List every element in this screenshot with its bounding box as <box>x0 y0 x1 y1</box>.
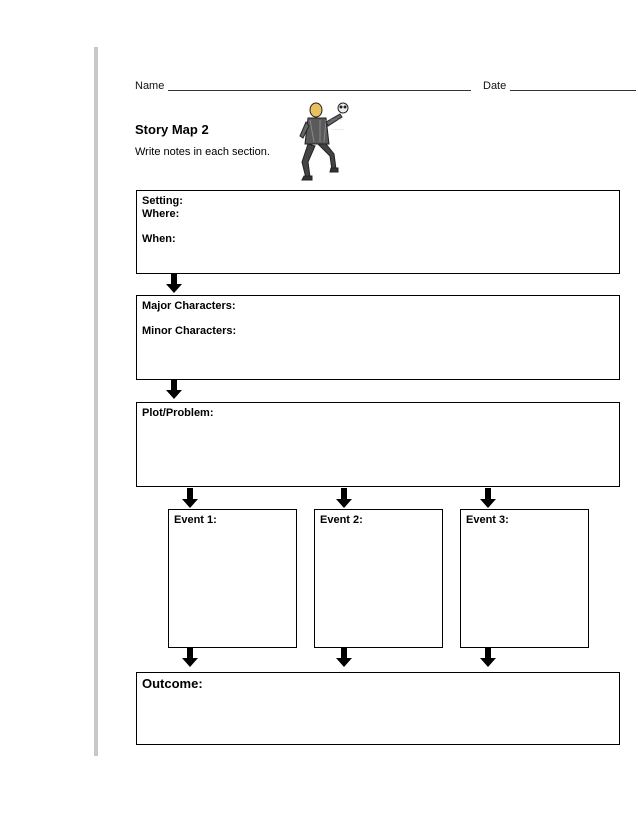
event-3-label: Event 3: <box>466 514 509 526</box>
event-1-box[interactable] <box>168 509 297 648</box>
shakespeare-figure-icon <box>296 98 362 182</box>
svg-text:~~~~~: ~~~~~ <box>330 117 343 121</box>
name-field[interactable] <box>168 90 471 91</box>
major-characters-label: Major Characters: <box>142 300 236 312</box>
characters-box[interactable] <box>136 295 620 380</box>
minor-characters-label: Minor Characters: <box>142 325 237 337</box>
outcome-label: Outcome: <box>142 676 203 691</box>
setting-when-label: When: <box>142 233 176 245</box>
event-3-box[interactable] <box>460 509 589 648</box>
date-field[interactable] <box>510 90 636 91</box>
arrow-down-icon <box>182 647 198 667</box>
setting-heading: Setting: <box>142 195 183 207</box>
outcome-box[interactable] <box>136 672 620 745</box>
date-label: Date <box>483 80 507 92</box>
arrow-down-icon <box>336 488 352 508</box>
event-2-box[interactable] <box>314 509 443 648</box>
left-margin-rule <box>94 47 98 756</box>
svg-text:~~~~~: ~~~~~ <box>332 127 345 131</box>
arrow-down-icon <box>480 488 496 508</box>
name-label: Name <box>135 80 165 92</box>
setting-box[interactable] <box>136 190 620 274</box>
plot-problem-box[interactable] <box>136 402 620 487</box>
arrow-down-icon <box>166 273 182 293</box>
setting-where-label: Where: <box>142 208 180 220</box>
instructions-text: Write notes in each section. <box>135 146 270 158</box>
arrow-down-icon <box>336 647 352 667</box>
plot-problem-label: Plot/Problem: <box>142 407 214 419</box>
arrow-down-icon <box>480 647 496 667</box>
event-2-label: Event 2: <box>320 514 363 526</box>
arrow-down-icon <box>182 488 198 508</box>
event-1-label: Event 1: <box>174 514 217 526</box>
arrow-down-icon <box>166 379 182 399</box>
page-title: Story Map 2 <box>135 122 209 137</box>
